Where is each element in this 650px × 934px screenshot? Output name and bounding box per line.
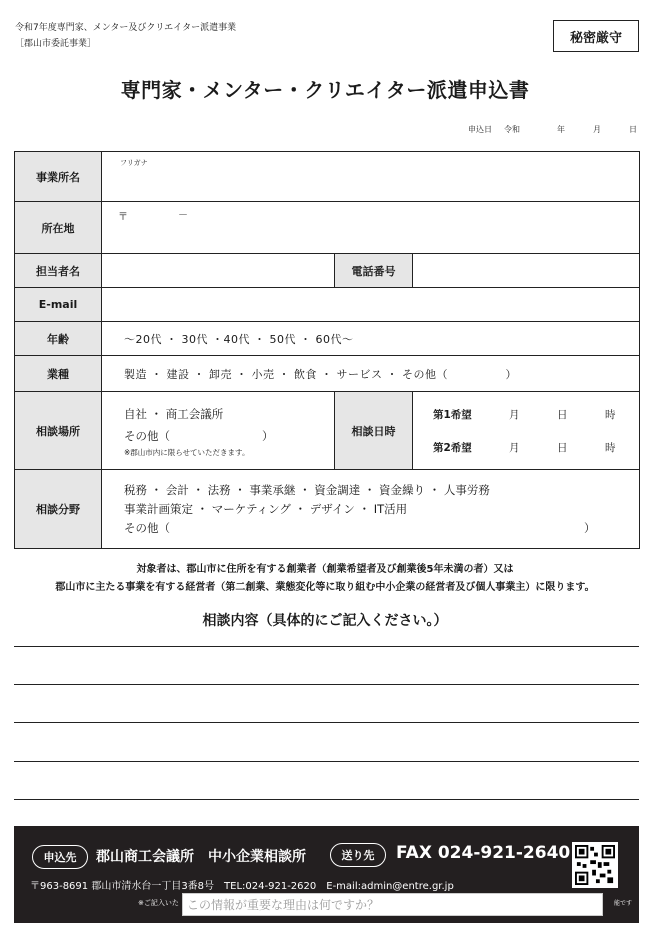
preference-1-row[interactable] [413, 398, 639, 431]
pref1-month: 月 [509, 408, 520, 421]
commission-note: ［郡山市委託事業］ [15, 39, 97, 49]
date-era: 令和 [504, 125, 520, 134]
company-label: 事業所名 [15, 152, 102, 202]
footer-address: 〒963-8691 郡山市清水台一丁目3番8号 TEL:024-921-2620 E-mail:admin@entre.gr.jp [30, 881, 454, 892]
preference-2-row[interactable] [413, 431, 639, 464]
industry-label: 業種 [15, 356, 102, 392]
qr-code-icon [572, 842, 618, 888]
date-month: 月 [593, 125, 601, 134]
footer-note: ※ご記入いた [138, 899, 179, 907]
company-field[interactable] [102, 152, 640, 202]
postal-dash: － [178, 210, 188, 221]
eligibility-notice [0, 561, 650, 597]
place-option-other[interactable]: その他（ ） [124, 428, 274, 443]
fax-number: FAX 024-921-2640 [396, 843, 571, 863]
eligibility-line1: 対象者は、郡山市に住所を有する創業者（創業希望者及び創業後5年未満の者）又は [136, 564, 514, 575]
date-label: 申込日 [468, 125, 492, 134]
pref2-hour: 時 [605, 441, 616, 454]
furigana-label: フリガナ [120, 159, 148, 167]
footer-organization: 郡山商工会議所 中小企業相談所 [96, 849, 306, 865]
feedback-input[interactable]: この情報が重要な理由は何ですか？ [182, 893, 603, 916]
content-line[interactable] [14, 684, 639, 685]
page-title: 専門家・メンター・クリエイター派遣申込書 [120, 78, 530, 102]
pref2-day: 日 [557, 441, 568, 454]
field-other-row[interactable] [124, 519, 639, 538]
age-label: 年齢 [15, 322, 102, 356]
send-to-pill: 送り先 [330, 843, 386, 867]
content-line[interactable] [14, 722, 639, 723]
place-options[interactable] [102, 392, 335, 470]
content-line[interactable] [14, 761, 639, 762]
person-field[interactable] [102, 254, 335, 288]
application-date [468, 124, 637, 135]
place-label: 相談場所 [15, 392, 102, 470]
place-note: ※郡山市内に限らせていただきます。 [124, 447, 250, 457]
datetime-label: 相談日時 [335, 392, 413, 470]
field-label: 相談分野 [15, 470, 102, 549]
consultation-content-title: 相談内容（具体的にご記入ください。） [202, 613, 448, 629]
pref2-month: 月 [509, 441, 520, 454]
apply-to-pill: 申込先 [32, 845, 88, 869]
confidential-badge: 秘密厳守 [553, 20, 639, 52]
pref1-hour: 時 [605, 408, 616, 421]
eligibility-line2: 郡山市に主たる事業を有する経営者（第二創業、業態変化等に取り組む中小企業の経営者及び個人事業主）に限ります。 [55, 582, 595, 593]
address-field[interactable] [102, 202, 640, 254]
footer-note-end: 能です [614, 900, 633, 907]
field-options-line1[interactable]: 税務 ・ 会計 ・ 法務 ・ 事業承継 ・ 資金調達 ・ 資金繰り ・ 人事労務 [124, 482, 490, 497]
industry-options[interactable]: 製造 ・ 建設 ・ 卸売 ・ 小売 ・ 飲食 ・ サービス ・ その他（ ） [102, 356, 640, 392]
email-field[interactable] [102, 288, 640, 322]
content-line[interactable] [14, 799, 639, 800]
field-other-close: ） [584, 520, 596, 535]
date-year: 年 [557, 125, 565, 134]
program-name: 令和7年度専門家、メンター及びクリエイター派遣事業 [15, 23, 237, 33]
age-options[interactable]: ～20代 ・ 30代 ・40代 ・ 50代 ・ 60代～ [102, 322, 640, 356]
postal-mark: 〒 [118, 212, 128, 223]
email-label: E-mail [15, 288, 102, 322]
place-option-own[interactable]: 自社 ・ 商工会議所 [124, 406, 224, 421]
phone-field[interactable] [413, 254, 640, 288]
datetime-field[interactable] [413, 392, 640, 470]
date-day: 日 [629, 125, 637, 134]
pref1-day: 日 [557, 408, 568, 421]
person-label: 担当者名 [15, 254, 102, 288]
preference-1-label: 第1希望 [433, 408, 472, 421]
phone-label: 電話番号 [335, 254, 413, 288]
field-options-line2[interactable]: 事業計画策定 ・ マーケティング ・ デザイン ・ IT活用 [124, 501, 408, 516]
field-other[interactable]: その他（ [124, 520, 170, 535]
application-form [14, 151, 640, 549]
content-line[interactable] [14, 646, 639, 647]
field-options[interactable] [102, 470, 640, 549]
address-label: 所在地 [15, 202, 102, 254]
preference-2-label: 第2希望 [433, 441, 472, 454]
